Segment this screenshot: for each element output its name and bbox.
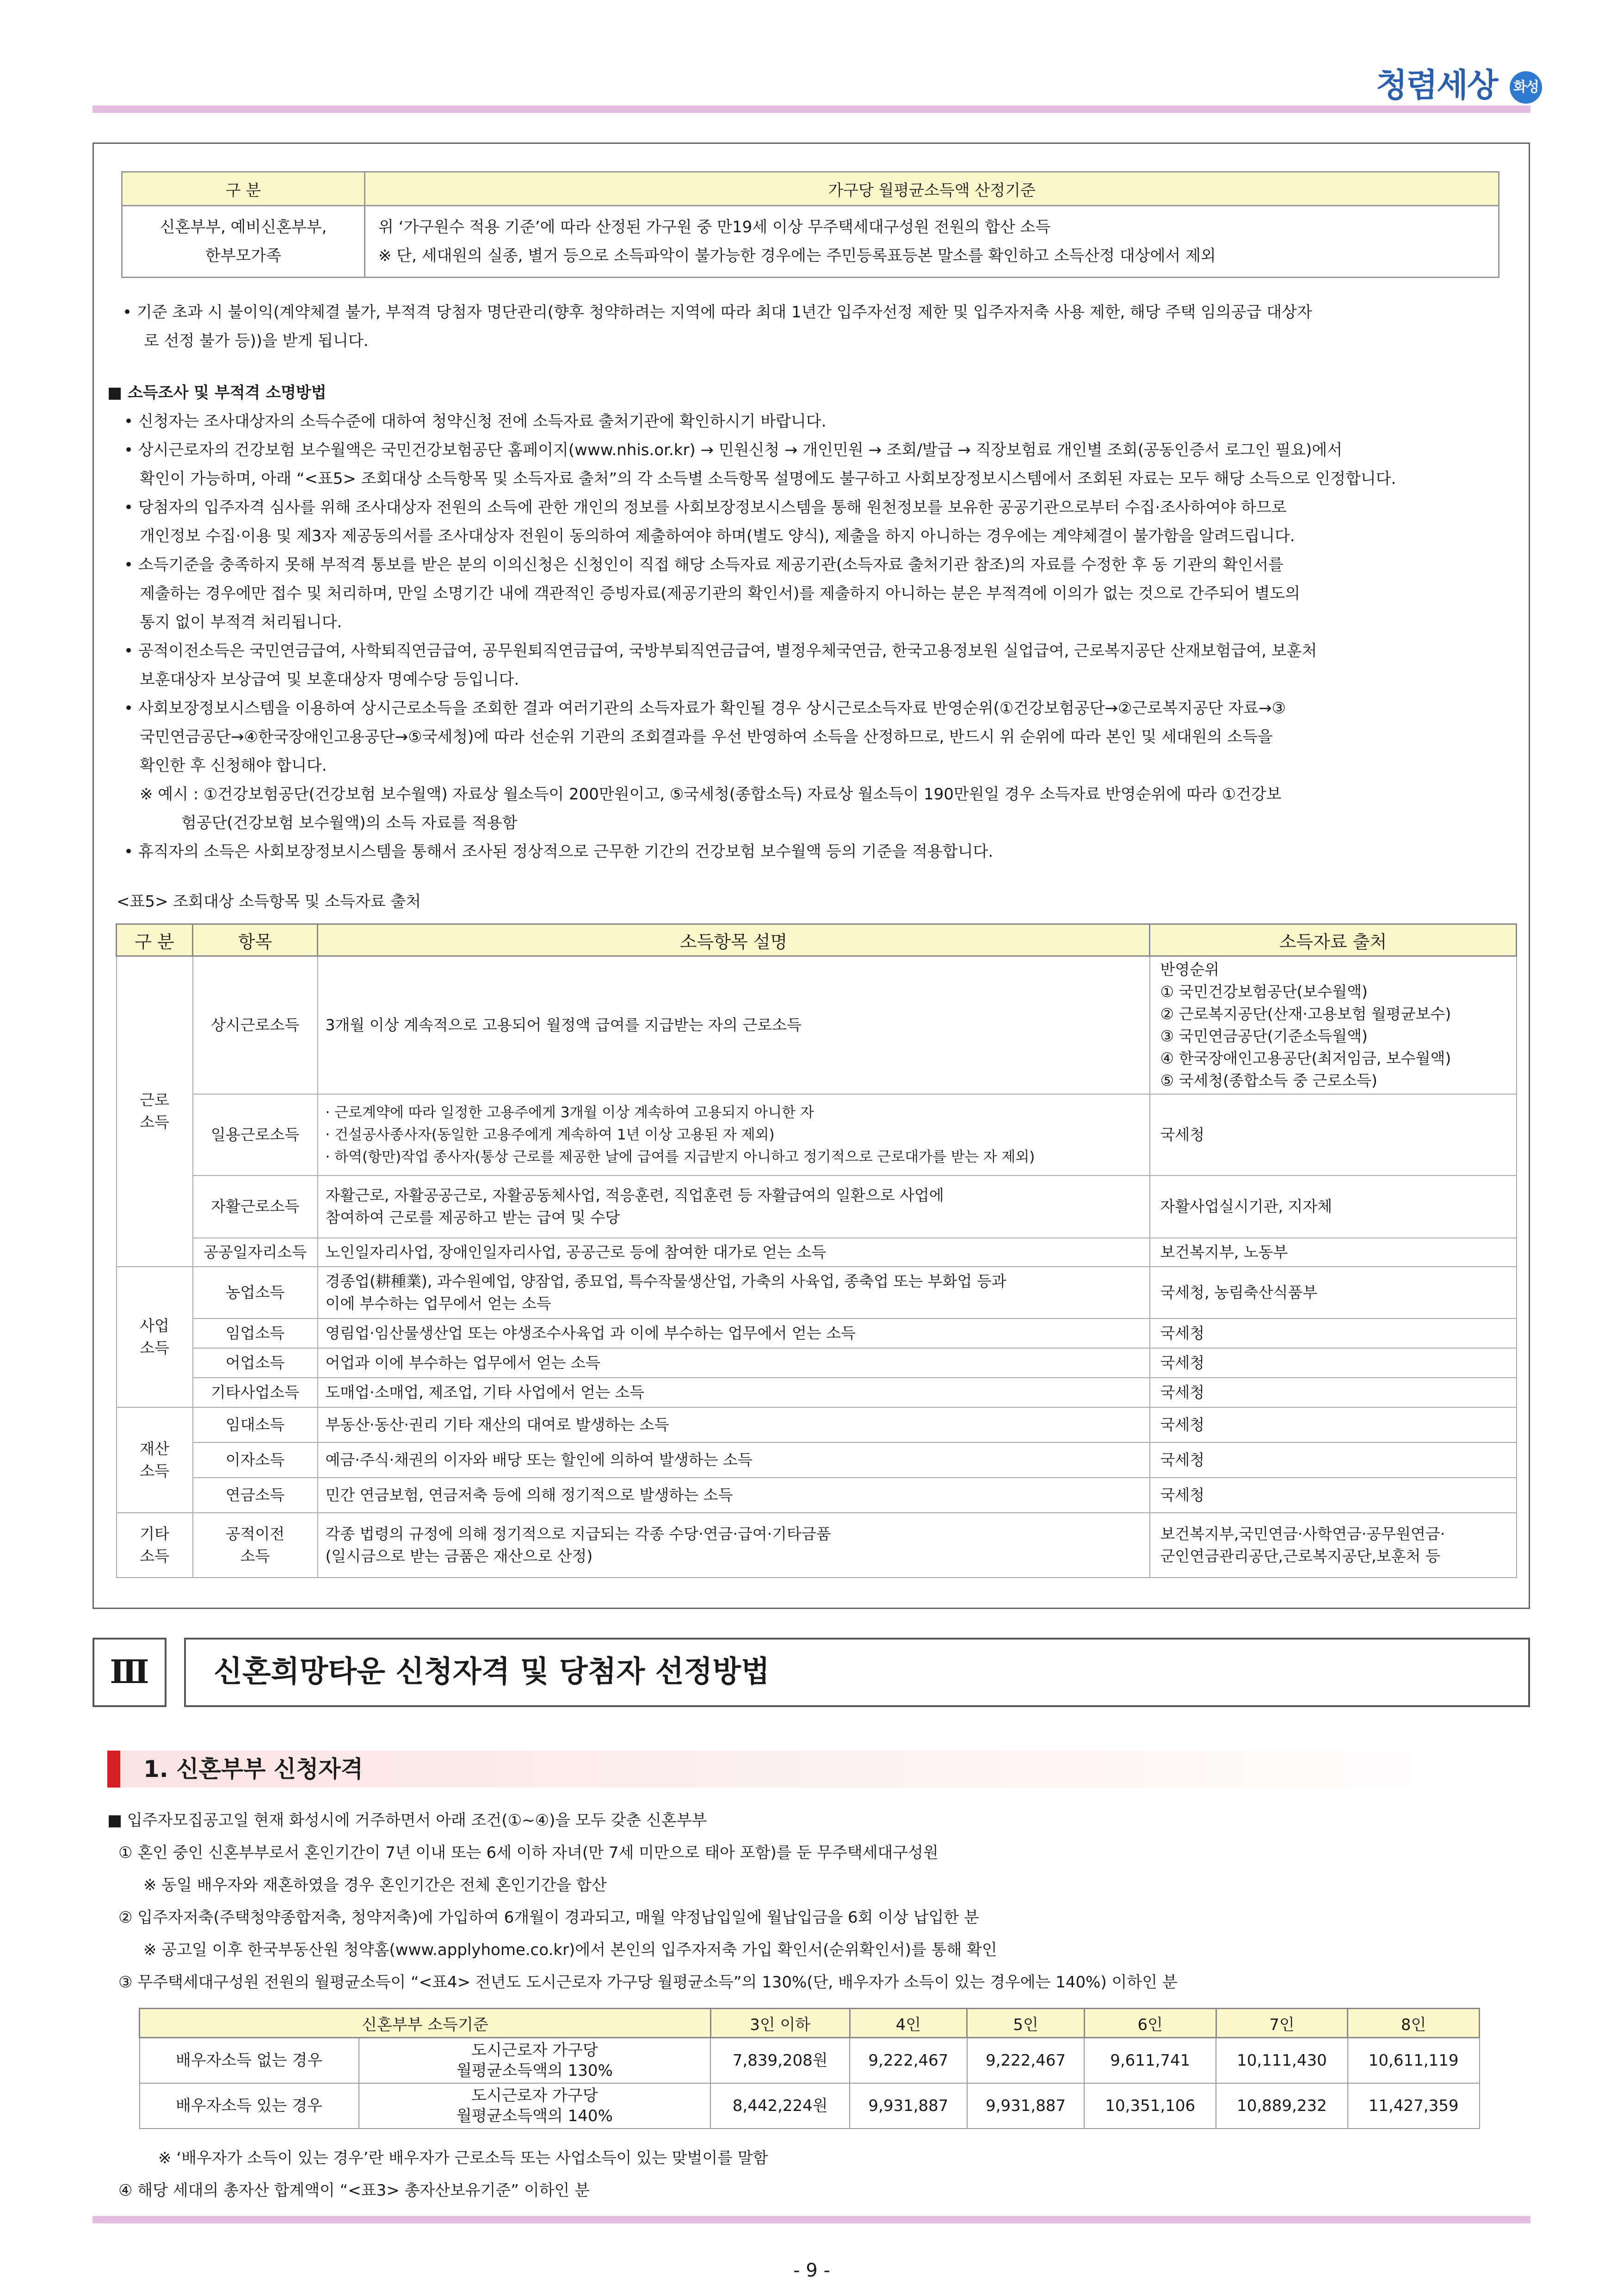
group-other: 기타 소득	[117, 1513, 193, 1578]
table-row: 일용근로소득 · 근로계약에 따라 일정한 고용주에게 3개월 이상 계속하여 고용되지 아니한 자 · 건설공사종사자(동일한 고용주에게 계속하여 1년 이상 고용된 자 제외) · 하역(항만)작업 종사자(통상 근로를 제공한 날에 급여를 지급받지 아니하고 정기적으로 근로대가를 받는 자 제외) 국세청	[117, 1094, 1517, 1176]
eligibility-heading: ■ 입주자모집공고일 현재 화성시에 거주하면서 아래 조건(①~④)을 모두 갖춘 신혼부부	[107, 1811, 707, 1830]
group-labor: 근로 소득	[117, 956, 193, 1267]
table-row: 기타 소득 공적이전 소득 각종 법령의 규정에 의해 정기적으로 지급되는 각종 수당·연금·급여·기타금품 (일시금으로 받는 금품은 재산으로 산정) 보건복지부,국민연금·사학연금·공무원연금· 군인연금관리공단,근로복지공단,보훈처 등	[117, 1513, 1517, 1578]
t5-header-desc: 소득항목 설명	[318, 924, 1150, 956]
bottom-divider	[93, 2216, 1530, 2223]
newlywed-income-table: 신혼부부 소득기준 3인 이하 4인 5인 6인 7인 8인 배우자소득 없는 경우 도시근로자 가구당 월평균소득액의 130% 7,839,208원 9,222,467 9,222,467 9,611,741 10,111,430 10,611,119 배우자소득 있는 경우 도시근로자 가구당 월평균소득액의 140% 8,442,224원 9,931,887 9,931,887 10,351,106 10,889,232 11,427,359	[139, 2008, 1480, 2129]
table-row: 기타사업소득 도매업·소매업, 제조업, 기타 사업에서 얻는 소득 국세청	[117, 1378, 1517, 1407]
table-row: 임업소득 영림업·임산물생산업 또는 야생조수사육업 과 이에 부수하는 업무에서 얻는 소득 국세청	[117, 1318, 1517, 1348]
income-items-table	[116, 923, 1517, 1578]
income-survey-heading: ■ 소득조사 및 부적격 소명방법	[107, 384, 327, 402]
table-row: 공공일자리소득 노인일자리사업, 장애인일자리사업, 공공근로 등에 참여한 대가로 얻는 소득 보건복지부, 노동부	[117, 1238, 1517, 1267]
income-criteria-table	[121, 171, 1500, 278]
table5-caption: <표5> 조회대상 소득항목 및 소득자료 출처	[117, 892, 421, 911]
table-row: 연금소득 민간 연금보험, 연금저축 등에 의해 정기적으로 발생하는 소득 국세청	[117, 1478, 1517, 1513]
section-3-header	[93, 1638, 1530, 1707]
red-marker	[107, 1751, 120, 1788]
subsection-1-header	[107, 1751, 1530, 1788]
logo-text: 청렴세상	[1376, 66, 1498, 104]
criteria-row-label: 신혼부부, 예비신혼부부, 한부모가족	[122, 206, 365, 278]
group-business: 사업 소득	[117, 1267, 193, 1407]
subsection-title: 1. 신혼부부 신청자격	[143, 1756, 363, 1782]
page-number: - 9 -	[793, 2260, 830, 2281]
criteria-row-desc: 위 ‘가구원수 적용 기준’에 따라 산정된 가구원 중 만19세 이상 무주택세대구성원 전원의 합산 소득 ※ 단, 세대원의 실종, 별거 등으로 소득파악이 불가능한 경우에는 주민등록표등본 말소를 확인하고 소득산정 대상에서 제외	[365, 206, 1499, 278]
excess-note: • 기준 초과 시 불이익(계약체결 불가, 부적격 당첨자 명단관리(향후 청약하려는 지역에 따라 최대 1년간 입주자선정 제한 및 입주자저축 사용 제한, 해당 주택 임의공급 대상자 로 선정 불가 등))을 받게 됩니다.	[123, 303, 1312, 350]
logo-badge: 화성	[1510, 71, 1542, 104]
section-title: 신혼희망타운 신청자격 및 당첨자 선정방법	[184, 1638, 1530, 1707]
table-row: 이자소득 예금·주식·채권의 이자와 배당 또는 할인에 의하여 발생하는 소득 국세청	[117, 1442, 1517, 1478]
table-row: 어업소득 어업과 이에 부수하는 업무에서 얻는 소득 국세청	[117, 1348, 1517, 1378]
eligibility-footer: ※ ‘배우자가 소득이 있는 경우’란 배우자가 근로소득 또는 사업소득이 있는 맞벌이를 말함 ④ 해당 세대의 총자산 합계액이 “<표3> 총자산보유기준” 이하인 분	[118, 2149, 768, 2200]
table-row: 사업 소득 농업소득 경종업(耕種業), 과수원예업, 양잠업, 종묘업, 특수작물생산업, 가축의 사육업, 종축업 또는 부화업 등과 이에 부수하는 업무에서 얻는 소득 국세청, 농림축산식품부	[117, 1267, 1517, 1318]
t5-header-item: 항목	[193, 924, 318, 956]
eligibility-section: ■ 입주자모집공고일 현재 화성시에 거주하면서 아래 조건(①~④)을 모두 갖춘 신혼부부 ① 혼인 중인 신혼부부로서 혼인기간이 7년 이내 또는 6세 이하 자녀(만 7세 미만으로 태아 포함)를 둔 무주택세대구성원 ※ 동일 배우자와 재혼하였을 경우 혼인기간은 전체 혼인기간을 합산 ② 입주자저축(주택청약종합저축, 청약저축)에 가입하여 6개월이 경과되고, 매월 약정납입일에 월납입금을 6회 이상 납입한 분 ※ 공고일 이후 한국부동산원 청약홈(www.applyhome.co.kr)에서 본인의 입주자저축 가입 확인서(순위확인서)를 통해 확인 ③ 무주택세대구성원 전원의 월평균소득이 “<표4> 전년도 도시근로자 가구당 월평균소득”의 130%(단, 배우자가 소득이 있는 경우에는 140%) 이하인 분	[107, 1804, 1523, 1999]
criteria-header-col1: 구 분	[122, 172, 365, 206]
criteria-header-col2: 가구당 월평균소득액 산정기준	[365, 172, 1499, 206]
income-survey-section: ■ 소득조사 및 부적격 소명방법 • 신청자는 조사대상자의 소득수준에 대하여 청약신청 전에 소득자료 출처기관에 확인하시기 바랍니다. • 상시근로자의 건강보험 보수월액은 국민건강보험공단 홈페이지(www.nhis.or.kr) → 민원신청 → 개인민원 → 조회/발급 → 직장보험료 개인별 조회(공동인증서 로그인 필요)에서 확인이 가능하며, 아래 “<표5> 조회대상 소득항목 및 소득자료 출처”의 각 소득별 소득항목 설명에도 불구하고 사회보장정보시스템에서 조회된 자료는 모두 해당 소득으로 인정합니다. • 당첨자의 입주자격 심사를 위해 조사대상자 전원의 소득에 관한 개인의 정보를 사회보장정보시스템을 통해 원천정보를 보유한 공공기관으로부터 수집·조사하여야 하므로 개인정보 수집·이용 및 제3자 제공동의서를 조사대상자 전원이 동의하여 제출하여야 하며(별도 양식), 제출을 하지 아니하는 경우에는 계약체결이 불가함을 알려드립니다. • 소득기준을 충족하지 못해 부적격 통보를 받은 분의 이의신청은 신청인이 직접 해당 소득자료 제공기관(소득자료 출처기관 참조)의 자료를 수정한 후 동 기관의 확인서를 제출하는 경우에만 접수 및 처리하며, 만일 소명기간 내에 객관적인 증빙자료(제공기관의 확인서)를 제출하지 아니하는 분은 부적격에 이의가 없는 것으로 간주되어 별도의 통지 없이 부적격 처리됩니다. • 공적이전소득은 국민연금급여, 사학퇴직연금급여, 공무원퇴직연금급여, 국방부퇴직연금급여, 별정우체국연금, 한국고용정보원 실업급여, 근로복지공단 산재보험급여, 보훈처 보훈대상자 보상급여 및 보훈대상자 명예수당 등입니다. • 사회보장정보시스템을 이용하여 상시근로소득을 조회한 결과 여러기관의 소득자료가 확인될 경우 상시근로소득자료 반영순위(①건강보험공단→②근로복지공단 자료→③ 국민연금공단→④한국장애인고용공단→⑤국세청)에 따라 선순위 기관의 조회결과를 우선 반영하여 소득을 산정하므로, 반드시 위 순위에 따라 본인 및 세대원의 소득을 확인한 후 신청해야 합니다. ※ 예시 : ①건강보험공단(건강보험 보수월액) 자료상 월소득이 200만원이고, ⑤국세청(종합소득) 자료상 월소득이 190만원일 경우 소득자료 반영순위에 따라 ①건강보 험공단(건강보험 보수월액)의 소득 자료를 적용함 • 휴직자의 소득은 사회보장정보시스템을 통해서 조사된 정상적으로 근무한 기간의 건강보험 보수월액 등의 기준을 적용합니다.	[107, 378, 1518, 866]
logo	[1376, 59, 1544, 106]
table-row: 재산 소득 임대소득 부동산·동산·권리 기타 재산의 대여로 발생하는 소득 국세청	[117, 1407, 1517, 1442]
t5-header-source: 소득자료 출처	[1150, 924, 1517, 956]
t5-header-group: 구 분	[117, 924, 193, 956]
table-row: 배우자소득 있는 경우 도시근로자 가구당 월평균소득액의 140% 8,442,224원 9,931,887 9,931,887 10,351,106 10,889,232 11,427,359	[140, 2083, 1480, 2129]
group-property: 재산 소득	[117, 1407, 193, 1513]
table-row: 배우자소득 없는 경우 도시근로자 가구당 월평균소득액의 130% 7,839,208원 9,222,467 9,222,467 9,611,741 10,111,430 10,611,119	[140, 2038, 1480, 2084]
top-divider	[93, 105, 1530, 113]
table-row: 자활근로소득 자활근로, 자활공공근로, 자활공동체사업, 적응훈련, 직업훈련 등 자활급여의 일환으로 사업에 참여하여 근로를 제공하고 받는 급여 및 수당 자활사업실시기관, 지자체	[117, 1176, 1517, 1238]
section-number: Ⅲ	[93, 1638, 167, 1707]
table-row: 근로 소득 상시근로소득 3개월 이상 계속적으로 고용되어 월정액 급여를 지급받는 자의 근로소득 반영순위 ① 국민건강보험공단(보수월액) ② 근로복지공단(산재·고용보험 월평균보수) ③ 국민연금공단(기준소득월액) ④ 한국장애인고용공단(최저임금, 보수월액) ⑤ 국세청(종합소득 중 근로소득)	[117, 956, 1517, 1094]
